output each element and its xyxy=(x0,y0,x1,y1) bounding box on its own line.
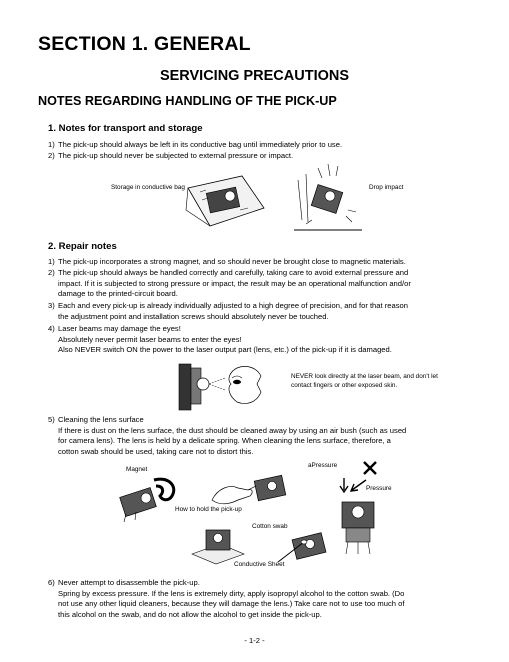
laser-eye-illustration xyxy=(177,362,277,416)
part2-item-5: 5) Cleaning the lens surface If there is dust on the lens surface, the dust should be cleaned away by using an air bush (such as used for camera lens). The lens is held by a delicate spring. When cleaning the lens surface, therefore, a cotton swab should be used, taking care not to distort this. xyxy=(48,415,407,456)
part1-item-1: 1) The pick-up should always be left in its conductive bag until immediately prior to use. xyxy=(48,140,343,149)
caption-storage: Storage in conductive bag xyxy=(111,184,185,191)
magnet-illustration xyxy=(116,474,186,524)
part2-item-6: 6) Never attempt to disassemble the pick-up. Spring by excess pressure. If the lens is extremely dirty, apply isopropyl alcohol to the cotton swab. (Do not use any other liquid cleaners, because they will damage the lens.) Take care not to use too much of this alcohol on the swab, and do not allow the alcohol to get inside the pick-up. xyxy=(48,578,405,619)
part2-item-3: 3) Each and every pick-up is already individually adjusted to a high degree of precision, and for that reason the adjustment point and installation screws should absolutely never be touched. xyxy=(48,301,408,321)
cotton-swab-illustration xyxy=(274,528,334,568)
part1-item-2: 2) The pick-up should never be subjected to external pressure or impact. xyxy=(48,151,294,160)
part2-title: 2. Repair notes xyxy=(48,241,117,252)
section-title: SECTION 1. GENERAL xyxy=(38,33,251,55)
label-conductive-sheet: Conductive Sheet xyxy=(234,561,285,568)
part1-title: 1. Notes for transport and storage xyxy=(48,123,203,134)
conductive-sheet-illustration xyxy=(190,524,246,564)
drop-impact-illustration xyxy=(288,160,368,232)
caption-drop: Drop impact xyxy=(369,184,404,191)
cross-icon xyxy=(362,460,378,476)
hand-holding-illustration xyxy=(208,470,298,510)
part2-item-2: 2) The pick-up should always be handled correctly and carefully, taking care to avoid external pressure and impact. If it is subjected to strong pressure or impact, the result may be an operational malfunction and/or damage to the printed-circuit board. xyxy=(48,268,411,299)
page-number: - 1-2 - xyxy=(244,636,265,645)
label-cotton-swab: Cotton swab xyxy=(252,523,288,530)
pickup-pressure-illustration xyxy=(330,494,390,558)
label-how-to-hold: How to hold the pick-up xyxy=(175,506,242,513)
part2-item-4: 4) Laser beams may damage the eyes! Absolutely never permit laser beams to enter the eyes! Also NEVER switch ON the power to the laser output part (lens, etc.) of the pick-up if it is damaged. xyxy=(48,324,392,355)
main-heading: NOTES REGARDING HANDLING OF THE PICK-UP xyxy=(38,94,337,108)
label-a-pressure: aPressure xyxy=(308,462,338,469)
part2-item-1: 1) The pick-up incorporates a strong magnet, and so should never be brought close to magnetic materials. xyxy=(48,257,406,266)
label-pressure: Pressure xyxy=(366,485,392,492)
page-subtitle: SERVICING PRECAUTIONS xyxy=(159,68,350,84)
label-magnet: Magnet xyxy=(126,466,148,473)
laser-note: NEVER look directly at the laser beam, and don't let contact fingers or other exposed skin. xyxy=(291,373,438,389)
conductive-bag-illustration xyxy=(180,170,270,235)
